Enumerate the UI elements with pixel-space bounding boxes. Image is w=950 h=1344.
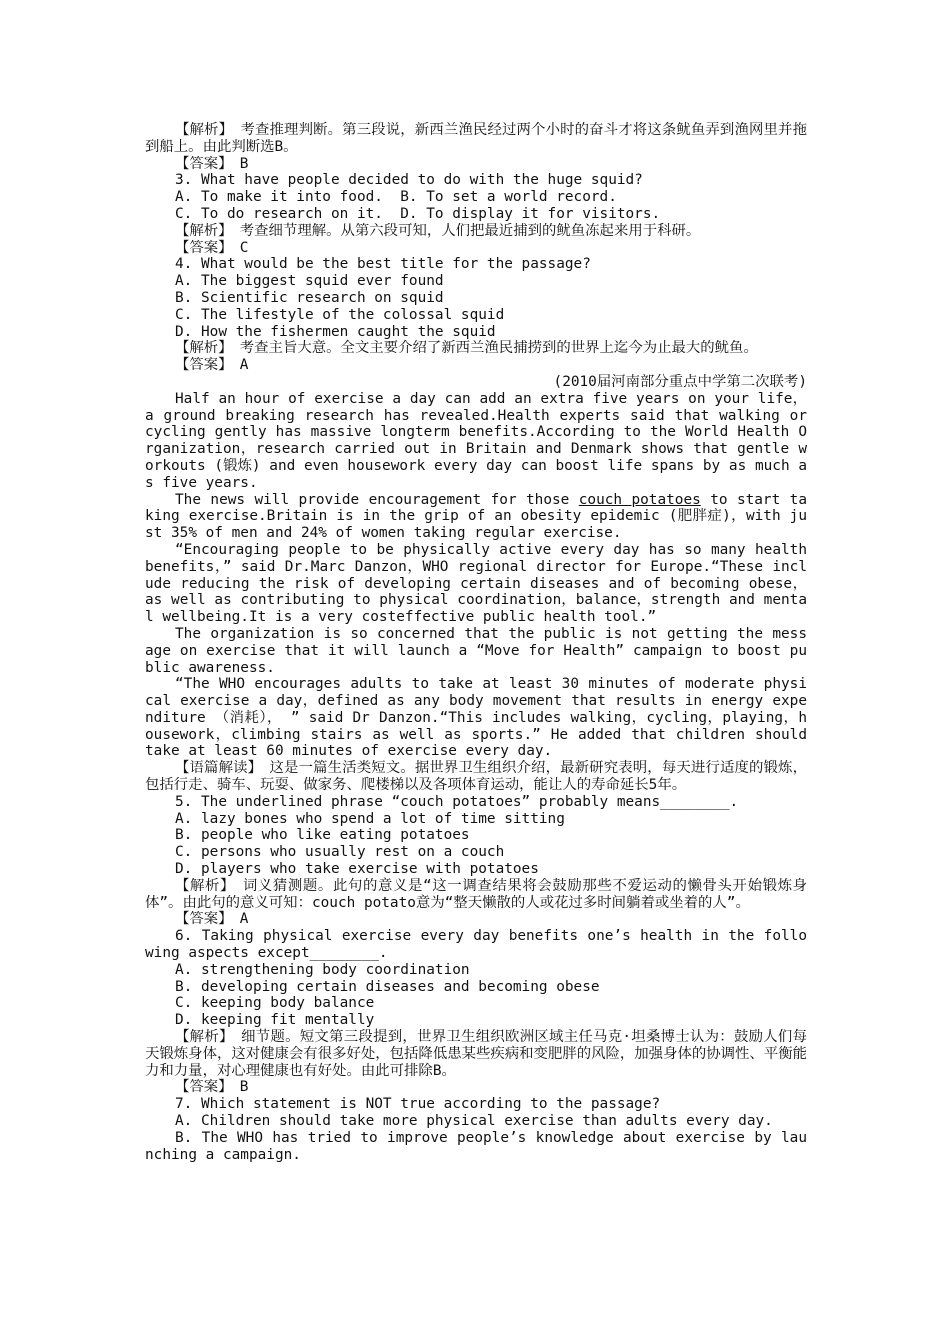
answer-tag: 【答案】	[175, 1079, 226, 1096]
q4-option-c: C. The lifestyle of the colossal squid	[175, 306, 505, 323]
q5-question: 5. The underlined phrase “couch potatoes” probably means________.	[175, 793, 739, 810]
source-note: (2010届河南部分重点中学第二次联考)	[553, 373, 807, 390]
analysis-text: 考查主旨大意。全文主要介绍了新西兰渔民捕捞到的世界上迄今为止最大的鱿鱼。	[225, 340, 758, 357]
answer-tag: 【答案】	[175, 155, 226, 172]
q2-analysis	[145, 122, 807, 156]
q5-option-d: D. players who take exercise with potatoes	[175, 861, 539, 878]
passage-paragraph-1: Half an hour of exercise a day can add an extra five years on your life，a ground breaking research has revealed.Health experts said that walking or cycling gently has massive longterm benefits.According to the World Health Organization，research carried out in Britain and Denmark shows that gentle workouts (锻炼) and even housework every day can boost life spans by as much as five years.	[145, 390, 816, 491]
answer-tag: 【答案】	[175, 357, 226, 374]
q4-option-b: B. Scientific research on squid	[175, 289, 444, 306]
analysis-text: 考查细节理解。从第六段可知，人们把最近捕到的鱿鱼冻起来用于科研。	[225, 222, 701, 239]
q4-answer	[145, 357, 807, 374]
q4-option-d: D. How the fishermen caught the squid	[175, 323, 496, 340]
analysis-tag: 【解析】	[175, 340, 226, 357]
q3-options-cd: C. To do research on it. D. To display it for visitors.	[175, 205, 661, 222]
answer-text: A	[225, 911, 249, 928]
analysis-tag: 【解析】	[175, 222, 226, 239]
q5-answer	[145, 911, 807, 928]
q3-question: 3. What have people decided to do with the huge squid?	[175, 172, 643, 189]
q7-question: 7. Which statement is NOT true according to the passage?	[175, 1096, 661, 1113]
analysis-tag: 【解析】	[175, 122, 226, 138]
summary-tag: 【语篇解读】	[175, 760, 255, 777]
q5-option-c: C. persons who usually rest on a couch	[175, 844, 505, 861]
analysis-text: 词义猜测题。此句的意义是“这一调查结果将会鼓励那些不爱运动的懒骨头开始锻炼身体”。由此句的意义可知：couch potato意为“整天懒散的人或花过多时间躺着或坐着的人”。	[145, 877, 807, 911]
analysis-tag: 【解析】	[175, 877, 228, 894]
q7-option-b: B. The WHO has tried to improve people’s knowledge about exercise by launching a campaign.	[145, 1129, 807, 1163]
answer-tag: 【答案】	[175, 239, 226, 256]
q6-question: 6. Taking physical exercise every day benefits one’s health in the following aspects except________.	[145, 928, 807, 962]
passage-paragraph-4: The organization is so concerned that the public is not getting the message on exercise that it will launch a “Move for Health” campaign to boost public awareness.	[145, 625, 807, 676]
passage-paragraph-3: “Encouraging people to be physically active every day has so many health benefits，” said Dr.Marc Danzon，WHO regional director for Europe.“These include reducing the risk of developing certain diseases and of becoming obese，as well as contributing to physical coordination，balance，strength and mental wellbeing.It is a very costeffective public health tool.”	[145, 541, 816, 626]
answer-text: C	[225, 239, 249, 256]
q6-option-b: B. developing certain diseases and becoming obese	[175, 978, 600, 995]
answer-text: B	[225, 1079, 249, 1096]
summary-text: 这是一篇生活类短文。据世界卫生组织介绍，最新研究表明，每天进行适度的锻炼，包括行走、骑车、玩耍、做家务、爬楼梯以及各项体育运动，能让人的寿命延长5年。	[145, 760, 807, 794]
analysis-tag: 【解析】	[175, 1029, 227, 1046]
analysis-text: 考查推理判断。第三段说，新西兰渔民经过两个小时的奋斗才将这条鱿鱼弄到渔网里并拖到船上。由此判断选B。	[145, 122, 807, 155]
q3-analysis	[145, 223, 807, 240]
q5-option-a: A. lazy bones who spend a lot of time sitting	[175, 810, 565, 827]
q6-option-a: A. strengthening body coordination	[175, 961, 470, 978]
answer-text: B	[225, 155, 249, 172]
q6-option-d: D. keeping fit mentally	[175, 1012, 375, 1029]
answer-text: A	[225, 357, 249, 374]
q3-options-ab: A. To make it into food. B. To set a world record.	[175, 189, 617, 206]
q7-option-a: A. Children should take more physical exercise than adults every day.	[175, 1113, 773, 1130]
answer-tag: 【答案】	[175, 911, 226, 928]
underlined-phrase: couch potatoes	[578, 491, 701, 508]
p2-text-after: to start taking exercise.Britain is in the grip of an obesity epidemic (肥胖症)，with just 35% of men and 24% of women taking regular exercise.	[145, 491, 807, 542]
q3-answer	[145, 240, 807, 257]
passage-summary	[145, 760, 807, 794]
p2-text-before: The news will provide encouragement for those	[175, 491, 579, 508]
q2-answer	[145, 156, 807, 173]
q6-answer	[145, 1079, 807, 1096]
q4-option-a: A. The biggest squid ever found	[175, 273, 444, 290]
q5-analysis	[145, 878, 807, 912]
q6-analysis	[145, 1029, 807, 1079]
passage-paragraph-2	[145, 492, 807, 542]
q4-analysis	[145, 340, 807, 357]
q4-question: 4. What would be the best title for the passage?	[175, 256, 591, 273]
document-page	[145, 122, 816, 1163]
analysis-text: 细节题。短文第三段提到，世界卫生组织欧洲区域主任马克·坦桑博士认为：鼓励人们每天锻炼身体，这对健康会有很多好处，包括降低患某些疾病和变肥胖的风险，加强身体的协调性、平衡能力和力量，对心理健康也有好处。由此可排除B。	[145, 1029, 807, 1079]
q5-option-b: B. people who like eating potatoes	[175, 827, 470, 844]
passage-paragraph-5: “The WHO encourages adults to take at least 30 minutes of moderate physical exercise a day，defined as any body movement that results in energy expenditure （消耗）， ” said Dr Danzon.“This includes walking，cycling，playing，housework，climbing stairs as well as sports.” He added that children should take at least 60 minutes of exercise every day.	[145, 676, 816, 760]
q6-option-c: C. keeping body balance	[175, 995, 375, 1012]
